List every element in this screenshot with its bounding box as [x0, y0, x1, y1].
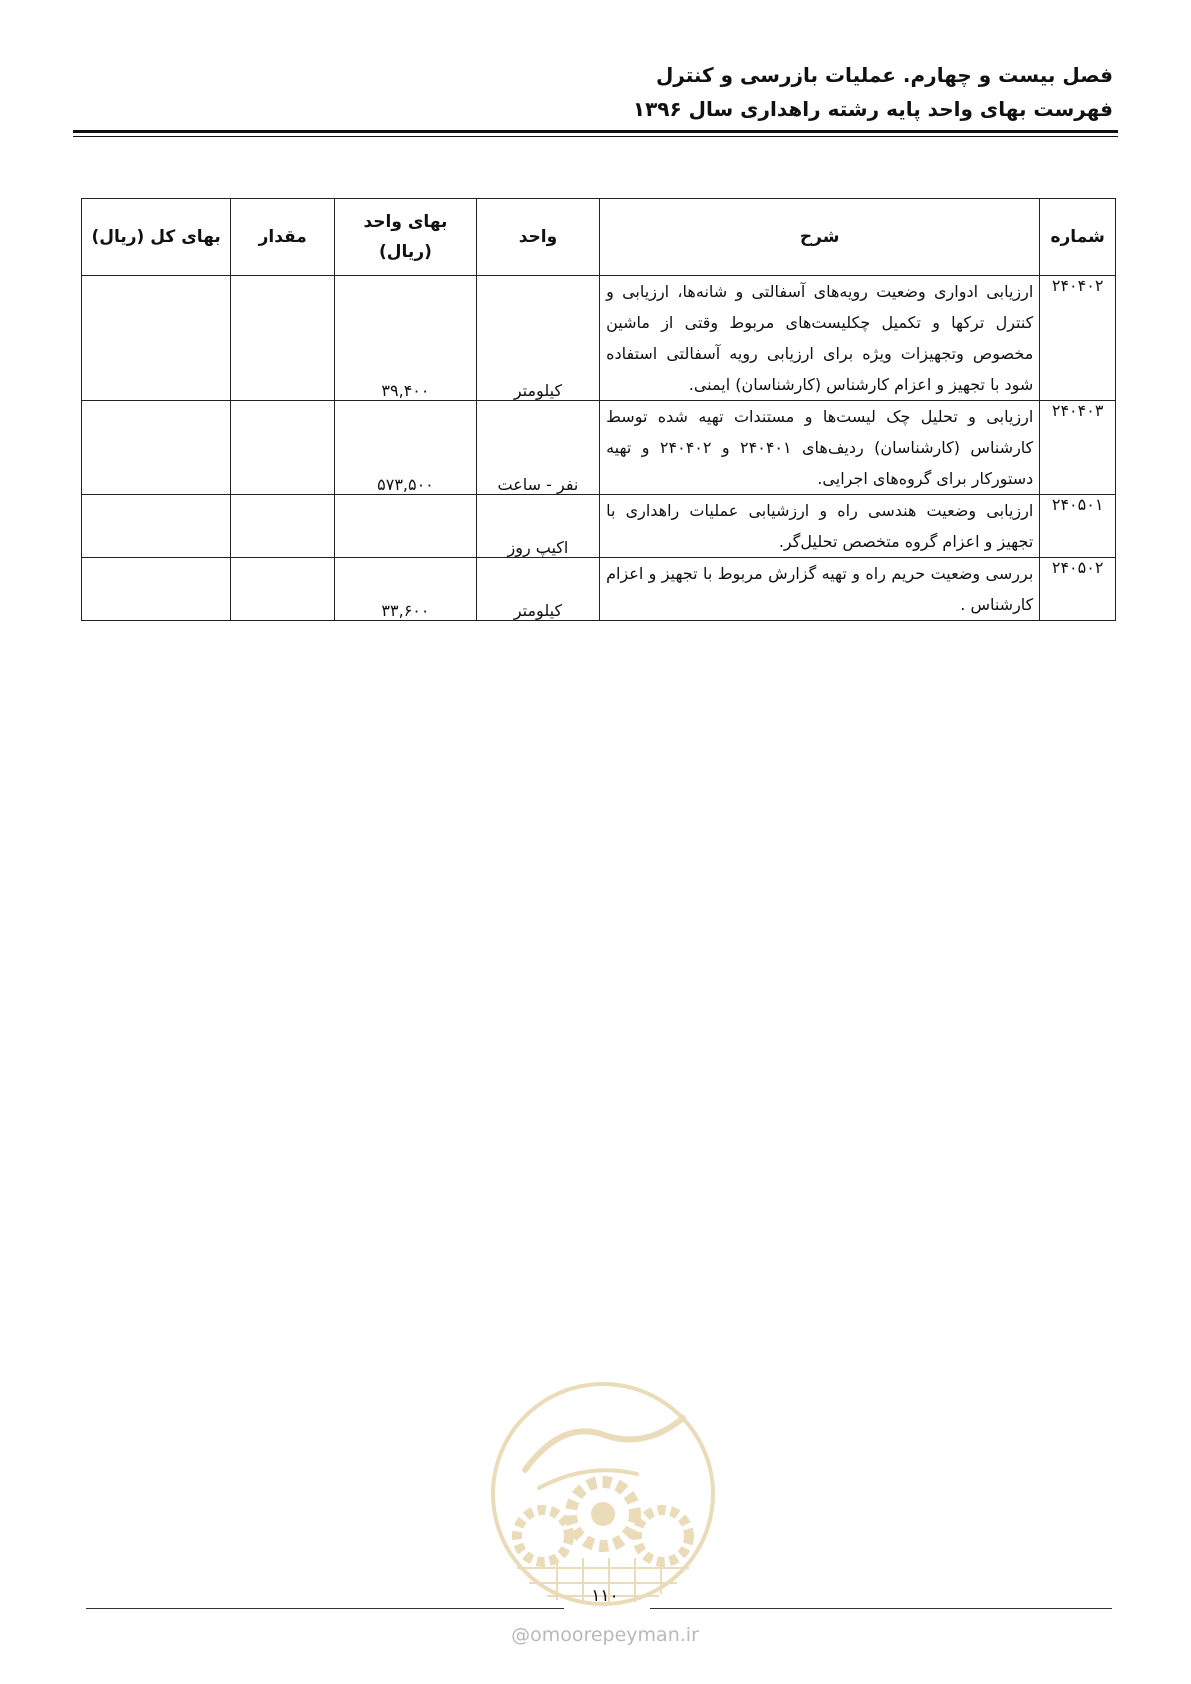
item-total-price — [82, 495, 231, 558]
item-unit: نفر - ساعت — [476, 401, 599, 495]
column-header-unit-price: بهای واحد (ریال) — [335, 199, 477, 276]
item-number: ۲۴۰۴۰۳ — [1040, 401, 1116, 495]
item-total-price — [82, 558, 231, 621]
item-unit-price: ۳۳,۶۰۰ — [335, 558, 477, 621]
header-divider — [73, 130, 1118, 133]
table-row — [82, 401, 1116, 495]
item-quantity — [231, 495, 335, 558]
item-quantity — [231, 401, 335, 495]
footer-divider-left — [86, 1608, 564, 1609]
item-description: ارزیابی ادواری وضعیت رویه‌های آسفالتی و شانه‌ها، ارزیابی و کنترل ترکها و تکمیل چکلیست‌های مربوط وقتی از ماشین مخصوص وتجهیزات ویژه برای ارزیابی رویه آسفالتی استفاده شود با تجهیز و اعزام کارشناس (کارشناسان) ایمنی. — [600, 276, 1040, 401]
item-total-price — [82, 401, 231, 495]
item-quantity — [231, 276, 335, 401]
page-header — [73, 58, 1113, 126]
item-description: بررسی وضعیت حریم راه و تهیه گزارش مربوط با تجهیز و اعزام کارشناس . — [600, 558, 1040, 621]
item-total-price — [82, 276, 231, 401]
pricelist-title: فهرست بهای واحد پایه رشته راهداری سال ۱۳۹۶ — [632, 97, 1113, 121]
watermark-at-icon: @ — [511, 1624, 531, 1646]
table-header-row — [82, 199, 1116, 276]
column-header-number: شماره — [1040, 199, 1116, 276]
column-header-unit: واحد — [476, 199, 599, 276]
item-number: ۲۴۰۵۰۱ — [1040, 495, 1116, 558]
watermark-text: omoorepeyman.ir — [530, 1624, 699, 1646]
column-header-total-price: بهای کل (ریال) — [82, 199, 231, 276]
price-table — [81, 198, 1116, 621]
page-number: ۱۱۰ — [591, 1586, 619, 1606]
site-watermark — [495, 1624, 715, 1646]
item-unit: کیلومتر — [476, 558, 599, 621]
item-unit: کیلومتر — [476, 276, 599, 401]
column-header-description: شرح — [600, 199, 1040, 276]
table-row — [82, 558, 1116, 621]
table-row — [82, 276, 1116, 401]
table-row — [82, 495, 1116, 558]
item-description: ارزیابی و تحلیل چک لیست‌ها و مستندات تهیه شده توسط کارشناس (کارشناسان) ردیف‌های ۲۴۰۴۰۱ و ۲۴۰۴۰۲ و تهیه دستورکار برای گروه‌های اجرایی. — [600, 401, 1040, 495]
item-unit-price — [335, 495, 477, 558]
item-number: ۲۴۰۵۰۲ — [1040, 558, 1116, 621]
item-number: ۲۴۰۴۰۲ — [1040, 276, 1116, 401]
publisher-logo — [487, 1378, 719, 1610]
item-unit-price: ۳۹,۴۰۰ — [335, 276, 477, 401]
chapter-title: فصل بیست و چهارم. عملیات بازرسی و کنترل — [655, 63, 1113, 87]
item-quantity — [231, 558, 335, 621]
item-unit: اکیپ روز — [476, 495, 599, 558]
item-unit-price: ۵۷۳,۵۰۰ — [335, 401, 477, 495]
header-divider-thin — [73, 136, 1118, 137]
footer-divider-right — [650, 1608, 1112, 1609]
item-description: ارزیابی وضعیت هندسی راه و ارزشیابی عملیات راهداری با تجهیز و اعزام گروه متخصص تحلیل‌گر. — [600, 495, 1040, 558]
column-header-quantity: مقدار — [231, 199, 335, 276]
